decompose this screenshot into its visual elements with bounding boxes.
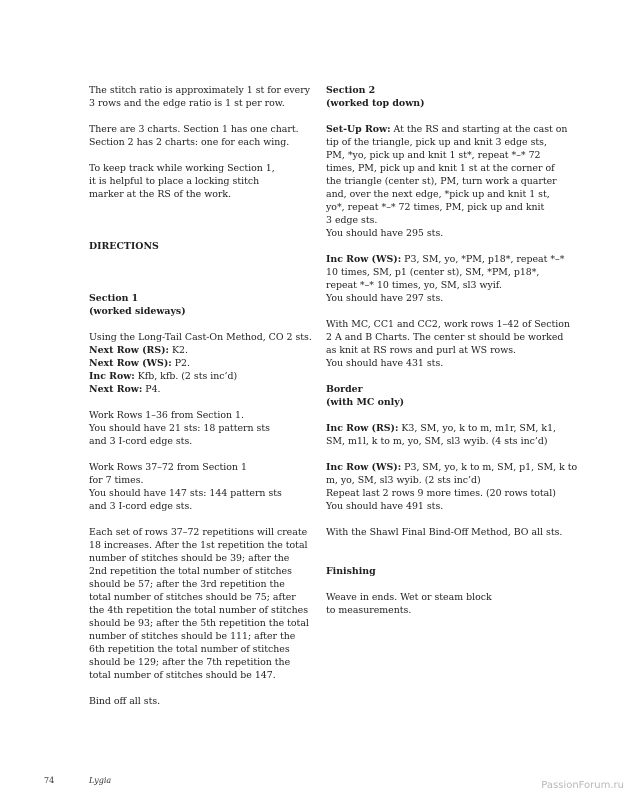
work-rows-1-36-paragraph: [89, 409, 304, 448]
section1-subheading: (worked sideways): [89, 306, 186, 317]
text-line: PM, *yo, pick up and knit 1 st*, repeat *–* 72: [326, 150, 541, 161]
work-rows-37-72-paragraph: [89, 461, 304, 513]
row-text: P2.: [171, 358, 190, 369]
row-label: Next Row:: [89, 384, 143, 395]
text-line: total number of stitches should be 147.: [89, 670, 276, 681]
row-text: P3, SM, yo, *PM, p18*, repeat *–*: [401, 254, 565, 265]
text-line: number of stitches should be 111; after the: [89, 631, 296, 642]
text-line: Section 2 has 2 charts: one for each wing.: [89, 137, 290, 148]
text-line: SM, m1l, k to m, yo, SM, sl3 wyib. (4 sts inc’d): [326, 436, 548, 447]
site-watermark: PassionForum.ru: [541, 780, 624, 791]
directions-heading: DIRECTIONS: [89, 241, 159, 252]
running-footer-title: Lygia: [89, 776, 112, 785]
left-column: [89, 84, 312, 708]
mc-charts-paragraph: [326, 318, 570, 370]
text-line: repeat *–* 10 times, yo, SM, sl3 wyif.: [326, 280, 502, 291]
row-label: Inc Row (RS):: [326, 423, 399, 434]
text-line: 2 A and B Charts. The center st should be worked: [326, 332, 564, 343]
row-instruction: [326, 422, 557, 435]
final-bind-off-text: With the Shawl Final Bind-Off Method, BO all sts.: [326, 527, 563, 538]
finishing-paragraph: [326, 591, 541, 617]
row-text: K3, SM, yo, k to m, m1r, SM, k1,: [398, 423, 557, 434]
border-rs-paragraph: [326, 422, 557, 448]
text-line: m, yo, SM, sl3 wyib. (2 sts inc’d): [326, 475, 481, 486]
text-line: number of stitches should be 39; after the: [89, 553, 290, 564]
text-line: You should have 21 sts: 18 pattern sts: [89, 423, 270, 434]
stitch-ratio-paragraph: [89, 84, 311, 110]
border-subheading: (with MC only): [326, 397, 405, 408]
inc-row-ws-paragraph: [326, 253, 565, 305]
row-label: Set-Up Row:: [326, 124, 391, 135]
row-label: Next Row (RS):: [89, 345, 169, 356]
page-number: 74: [44, 776, 55, 785]
text-line: to measurements.: [326, 605, 412, 616]
row-instruction: [326, 253, 565, 266]
text-line: tip of the triangle, pick up and knit 3 edge sts,: [326, 137, 547, 148]
text-line: the triangle (center st), PM, turn work a quarter: [326, 176, 557, 187]
text-line: for 7 times.: [89, 475, 144, 486]
text-line: Work Rows 1–36 from Section 1.: [89, 410, 244, 421]
text-line: You should have 295 sts.: [326, 228, 444, 239]
cast-on-paragraph: [89, 331, 312, 396]
text-line: You should have 431 sts.: [326, 358, 444, 369]
text-line: and, over the next edge, *pick up and knit 1 st,: [326, 189, 550, 200]
text-line: and 3 I-cord edge sts.: [89, 501, 193, 512]
row-text: K2.: [169, 345, 188, 356]
charts-paragraph: [89, 123, 304, 149]
text-line: Work Rows 37–72 from Section 1: [89, 462, 247, 473]
text-line: should be 93; after the 5th repetition the total: [89, 618, 309, 629]
right-column: [326, 84, 578, 617]
text-line: 3 edge sts.: [326, 215, 378, 226]
text-line: should be 129; after the 7th repetition the: [89, 657, 291, 668]
section2-heading: Section 2: [326, 85, 376, 96]
text-line: 18 increases. After the 1st repetition the total: [89, 540, 308, 551]
row-label: Next Row (WS):: [89, 358, 172, 369]
repetitions-paragraph: [89, 526, 309, 682]
row-instruction: [89, 370, 304, 383]
row-instruction: [326, 461, 578, 474]
text-line: With MC, CC1 and CC2, work rows 1–42 of Section: [326, 319, 570, 330]
bind-off-text: Bind off all sts.: [89, 696, 161, 707]
row-label: Inc Row (WS):: [326, 462, 402, 473]
row-text: Kfb, kfb. (2 sts inc’d): [134, 371, 238, 382]
border-ws-paragraph: [326, 461, 578, 513]
finishing-heading: Finishing: [326, 566, 376, 577]
text-line: To keep track while working Section 1,: [89, 163, 275, 174]
section2-subheading: (worked top down): [326, 98, 425, 109]
marker-tip-paragraph: [89, 162, 304, 201]
text-line: 3 rows and the edge ratio is 1 st per row.: [89, 98, 285, 109]
text-line: marker at the RS of the work.: [89, 189, 232, 200]
text-line: yo*, repeat *–* 72 times, PM, pick up and knit: [326, 202, 545, 213]
text-line: The stitch ratio is approximately 1 st for every: [89, 85, 311, 96]
text-line: should be 57; after the 3rd repetition the: [89, 579, 285, 590]
text-line: times, PM, pick up and knit 1 st at the corner of: [326, 163, 555, 174]
text-line: 10 times, SM, p1 (center st), SM, *PM, p18*,: [326, 267, 540, 278]
text-line: 6th repetition the total number of stitches: [89, 644, 290, 655]
text-line: You should have 297 sts.: [326, 293, 444, 304]
row-instruction: [89, 344, 304, 357]
section1-heading: Section 1: [89, 293, 139, 304]
text-line: Each set of rows 37–72 repetitions will create: [89, 527, 308, 538]
row-text: At the RS and starting at the cast on: [390, 124, 568, 135]
text-line: total number of stitches should be 75; after: [89, 592, 296, 603]
text-line: the 4th repetition the total number of stitches: [89, 605, 308, 616]
row-instruction: [326, 123, 568, 136]
row-label: Inc Row:: [89, 371, 135, 382]
text-line: There are 3 charts. Section 1 has one chart.: [89, 124, 299, 135]
text-line: as knit at RS rows and purl at WS rows.: [326, 345, 517, 356]
row-instruction: [89, 357, 304, 370]
setup-row-paragraph: [326, 123, 568, 240]
text-line: Repeat last 2 rows 9 more times. (20 rows total): [326, 488, 556, 499]
text-line: Weave in ends. Wet or steam block: [326, 592, 492, 603]
text-line: and 3 I-cord edge sts.: [89, 436, 193, 447]
border-heading: Border: [326, 384, 363, 395]
row-text: P3, SM, yo, k to m, SM, p1, SM, k to: [401, 462, 578, 473]
row-label: Inc Row (WS):: [326, 254, 402, 265]
text-line: Using the Long-Tail Cast-On Method, CO 2 sts.: [89, 332, 312, 343]
text-line: You should have 147 sts: 144 pattern sts: [89, 488, 282, 499]
text-line: 2nd repetition the total number of stitches: [89, 566, 292, 577]
text-line: it is helpful to place a locking stitch: [89, 176, 260, 187]
row-instruction: [89, 383, 304, 396]
row-text: P4.: [142, 384, 161, 395]
text-line: You should have 491 sts.: [326, 501, 444, 512]
